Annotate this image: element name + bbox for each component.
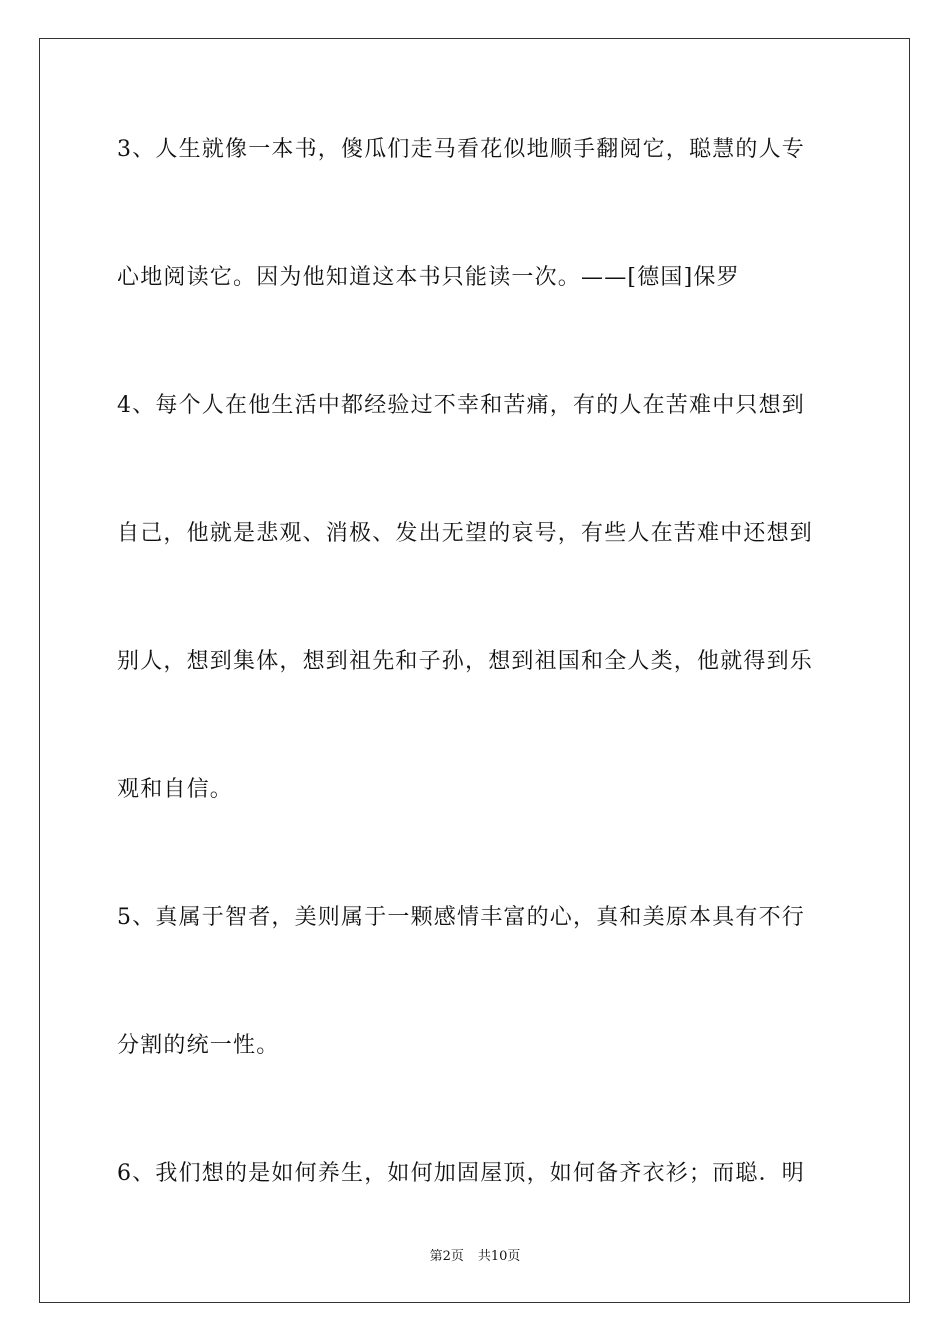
page-number: 第2页 bbox=[429, 1249, 464, 1264]
page-footer bbox=[0, 1245, 950, 1264]
text-line-3: 4、每个人在他生活中都经验过不幸和苦痛，有的人在苦难中只想到 bbox=[117, 393, 805, 418]
document-body bbox=[117, 128, 837, 1280]
text-line-8: 分割的统一性。 bbox=[117, 1033, 280, 1058]
text-line-6: 观和自信。 bbox=[117, 777, 234, 802]
text-line-7: 5、真属于智者，美则属于一颗感情丰富的心，真和美原本具有不行 bbox=[117, 905, 805, 930]
text-line-2: 心地阅读它。因为他知道这本书只能读一次。——[德国]保罗 bbox=[117, 265, 740, 290]
text-line-5: 别人，想到集体，想到祖先和子孙，想到祖国和全人类，他就得到乐 bbox=[117, 649, 814, 674]
text-line-9: 6、我们想的是如何养生，如何加固屋顶，如何备齐衣衫；而聪．明 bbox=[117, 1161, 805, 1186]
text-line-1: 3、人生就像一本书，傻瓜们走马看花似地顺手翻阅它，聪慧的人专 bbox=[117, 137, 805, 162]
text-line-4: 自己，他就是悲观、消极、发出无望的哀号，有些人在苦难中还想到 bbox=[117, 521, 814, 546]
page-total: 共10页 bbox=[477, 1249, 521, 1264]
